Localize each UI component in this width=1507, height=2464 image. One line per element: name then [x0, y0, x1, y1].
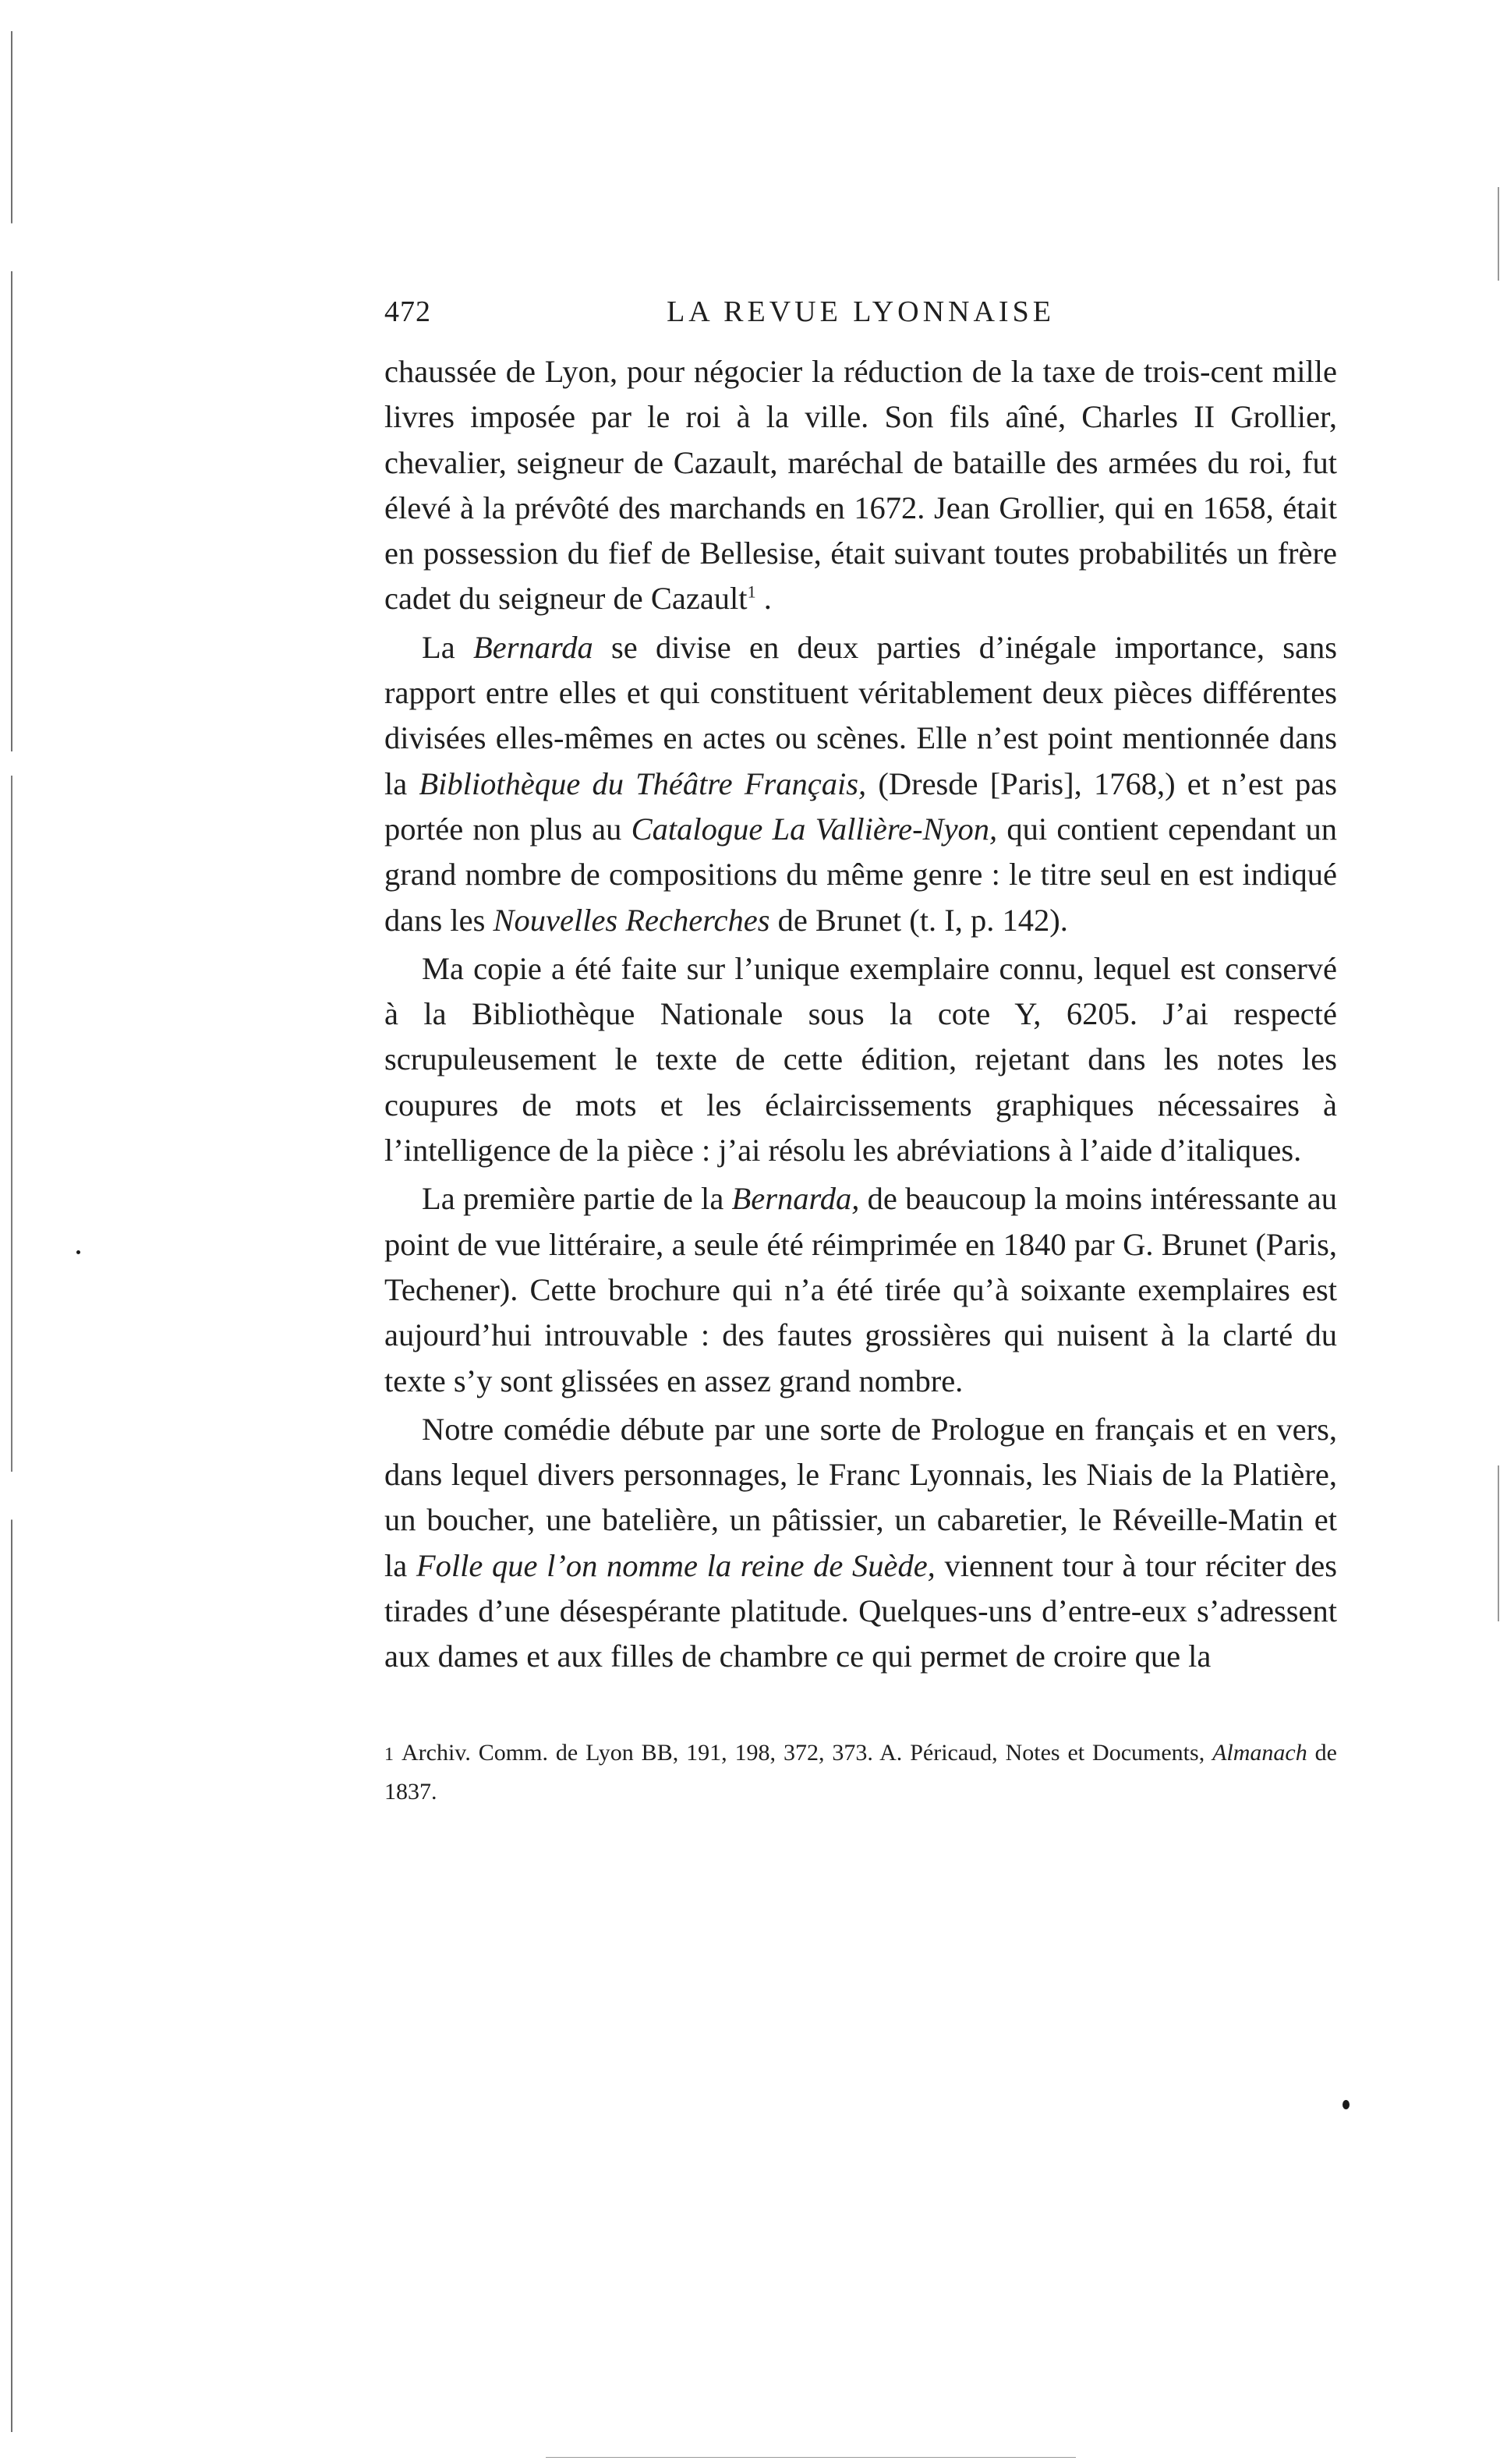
stray-dot-mark — [1343, 2100, 1350, 2109]
page — [384, 288, 1337, 1811]
paragraph-2: La Bernarda se divise en deux parties d’inégale importance, sans rapport entre elles et qui constituent véritablement deux pièces différentes divisées elles-mêmes en actes ou scènes. Elle n’est point mentionnée dans la Bibliothèque du Théâtre Français, (Dresde [Paris], 1768,) et n’est pas portée non plus au Catalogue La Vallière-Nyon, qui contient cependant un grand nombre de compositions du même genre : le titre seul en est indiqué dans les Nouvelles Recherches de Brunet (t. I, p. 142). — [384, 629, 1337, 938]
paragraph-1: chaussée de Lyon, pour négocier la réduction de la taxe de trois-cent mille livres imposée par le roi à la ville. Son fils aîné, Charles II Grollier, chevalier, seigneur de Cazault, maréchal de bataille des armées du roi, fut élevé à la prévôté des marchands en 1672. Jean Grollier, qui en 1658, était en possession du fief de Bellesise, était suivant toutes probabilités un frère cadet du seigneur de Cazault$^1$ . — [384, 354, 1337, 617]
scan-right-edge-upper — [1498, 187, 1499, 281]
scan-right-edge-lower — [1498, 1465, 1499, 1621]
footnote-number: 1 — [384, 1744, 394, 1765]
running-title: LA REVUE LYONNAISE — [667, 295, 1055, 328]
page-number: 472 — [384, 295, 431, 328]
stray-speck-mark — [76, 1250, 80, 1254]
paragraph-3: Ma copie a été faite sur l’unique exemplaire connu, lequel est conservé à la Bibliothèque Nationale sous la cote Y, 6205. J’ai respecté scrupuleusement le texte de cette édition, rejetant dans les notes les coupures de mots et les éclaircissements graphiques nécessaires à l’intelligence de la pièce : j’ai résolu les abréviations à l’aide d’italiques. — [384, 950, 1337, 1168]
footnotes — [384, 1734, 1337, 1811]
footnote-marker: 1 — [747, 582, 756, 602]
page-header — [384, 288, 1337, 335]
body-text — [384, 349, 1337, 1680]
paragraph-5: Notre comédie débute par une sorte de Prologue en français et en vers, dans lequel divers personnages, le Franc Lyonnais, les Niais de la Platière, un boucher, une batelière, un pâtissier, un cabaretier, le Réveille-Matin et la Folle que l’on nomme la reine de Suède, viennent tour à tour réciter des tirades d’une désespérante platitude. Quelques-uns d’entre-eux s’adressent aux dames et aux filles de chambre ce qui permet de croire que la — [384, 1411, 1337, 1674]
bottom-scan-rule — [546, 2457, 1076, 2458]
footnote-1: 1 Archiv. Comm. de Lyon BB, 191, 198, 372, 373. A. Péricaud, Notes et Documents, Almanach de 1837. — [384, 1739, 1337, 1805]
paragraph-4: La première partie de la Bernarda, de beaucoup la moins intéressante au point de vue littéraire, a seule été réimprimée en 1840 par G. Brunet (Paris, Techener). Cette brochure qui n’a été tirée qu’à soixante exemplaires est aujourd’hui introuvable : des fautes grossières qui nuisent à la clarté du texte s’y sont glissées en assez grand nombre. — [384, 1181, 1337, 1398]
scan-left-edge — [11, 31, 12, 2432]
